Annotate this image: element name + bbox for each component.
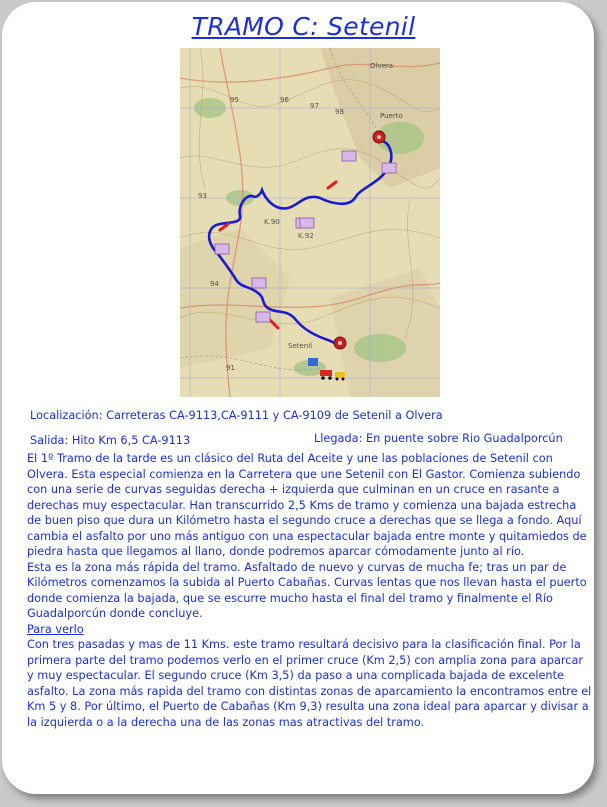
svg-text:93: 93 <box>198 192 207 200</box>
description-body <box>27 451 593 730</box>
finish-line: Llegada: En puente sobre Rio Guadalporcún <box>314 432 563 445</box>
svg-text:Olvera: Olvera <box>370 62 394 70</box>
svg-text:Puerto: Puerto <box>380 112 403 120</box>
page-title: TRAMO C: Setenil <box>191 12 416 41</box>
route-map <box>180 48 440 397</box>
description-paragraph-1: El 1º Tramo de la tarde es un clásico del Ruta del Aceite y une las poblaciones de Setenil con Olvera. Esta especial comienza en la Carretera que une Setenil con El Gastor. Comienza subiendo con una serie de curvas seguidas derecha + izquierda que culminan en un cruce en rasante a derechas muy espectacular. Han transcurrido 2,5 Kms de tramo y comienza una bajada estrecha de buen piso que dura un Kilómetro hasta el segundo cruce a derechas que se llega a fondo. Aquí cambia el asfalto por uno más antiguo con una espectacular bajada entre monte y quitamiedos de piedra hasta que llegamos al llano, donde podremos aparcar cómodamente junto al río. <box>27 452 587 558</box>
svg-text:96: 96 <box>280 96 289 104</box>
svg-text:91: 91 <box>226 364 235 372</box>
finish-marker-icon <box>373 131 385 143</box>
svg-text:Setenil: Setenil <box>288 342 313 350</box>
location-line: Localización: Carreteras CA-9113,CA-9111 y CA-9109 de Setenil a Olvera <box>30 409 443 422</box>
description-paragraph-2: Esta es la zona más rápida del tramo. Asfaltado de nuevo y curvas de mucha fe; tras un par de Kilómetros comenzamos la subida al Puerto Cabañas. Curvas lentas que nos llevan hasta el puerto donde comienza la bajada, que se escurre mucho hasta el final del tramo y finalmente el Río Guadalporcún donde concluye. <box>27 560 587 620</box>
viewing-heading: Para verlo <box>27 622 84 636</box>
svg-text:K.92: K.92 <box>298 232 314 240</box>
svg-text:97: 97 <box>310 102 319 110</box>
svg-text:98: 98 <box>335 108 344 116</box>
svg-text:94: 94 <box>210 280 219 288</box>
viewing-paragraph: Con tres pasadas y mas de 11 Kms. este tramo resultará decisivo para la clasificación final. Por la primera parte del tramo podemos verlo en el primer cruce (Km 2,5) con amplia zona para aparcar y muy espectacular. El segundo cruce (Km 3,5) da paso a una complicada bajada de excelente asfalto. La zona más rapida del tramo con distintas zonas de aparcamiento la encontramos entre el Km 5 y 8. Por último, el Puerto de Cabañas (Km 9,3) resulta una zona ideal para aparcar y divisar a la izquierda o a la derecha una de las zonas mas atractivas del tramo. <box>27 638 592 729</box>
start-line: Salida: Hito Km 6,5 CA-9113 <box>30 434 191 447</box>
start-marker-icon <box>334 337 346 349</box>
svg-text:95: 95 <box>230 96 239 104</box>
svg-text:K.90: K.90 <box>264 218 280 226</box>
